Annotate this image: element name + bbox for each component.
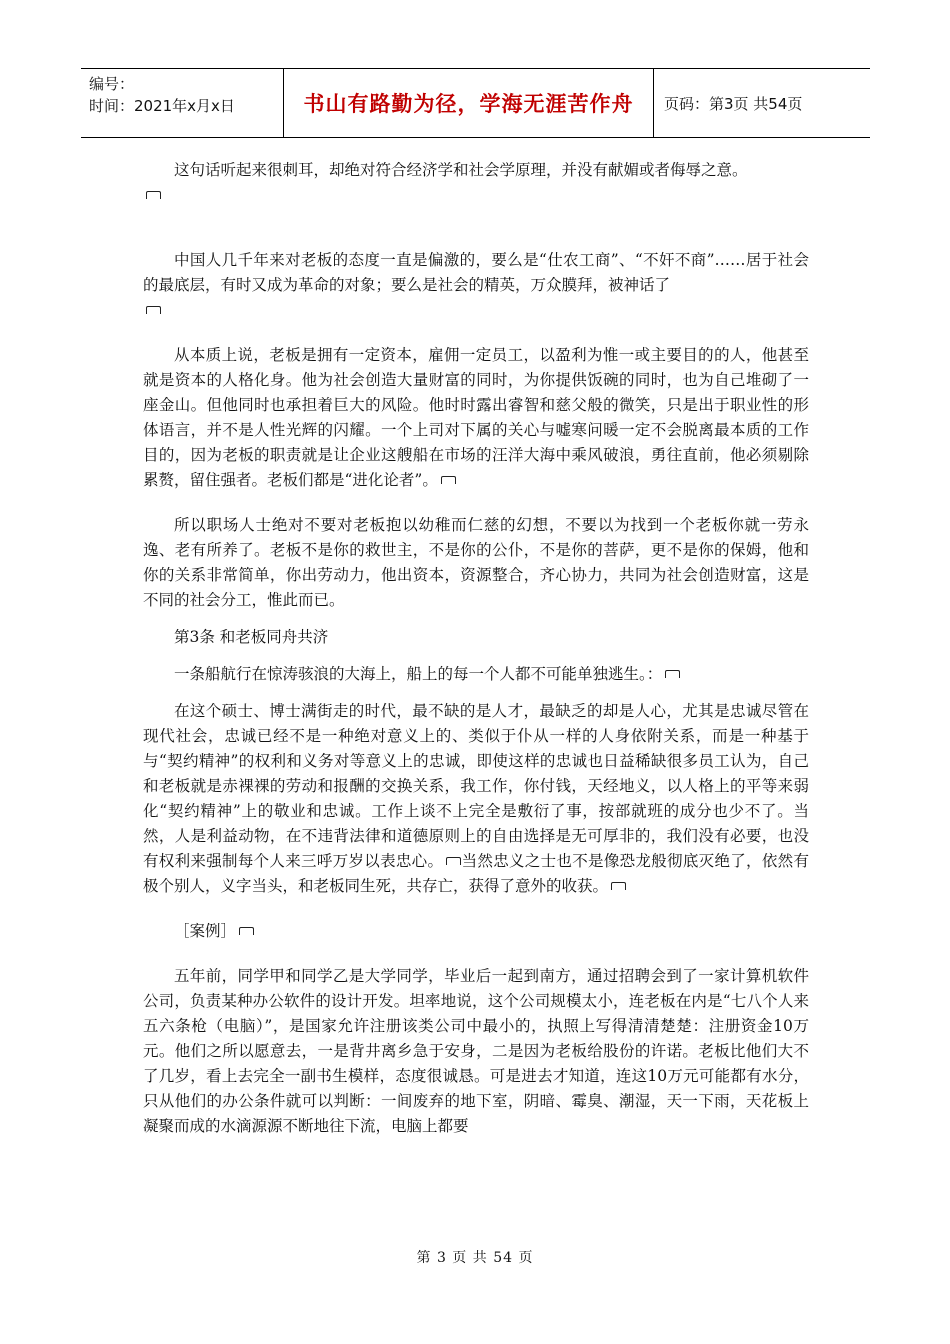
paragraph-mark-icon: [446, 857, 461, 865]
paragraph-mark-line: [143, 183, 809, 208]
paragraph-mark-icon: [665, 670, 680, 678]
paragraph: 这句话听起来很刺耳，却绝对符合经济学和社会学原理，并没有献媚或者侮辱之意。: [174, 161, 748, 179]
paragraph: 在这个硕士、博士满街走的时代，最不缺的是人才，最缺乏的却是人心，尤其是忠诚尽管在现代社会，忠诚已经不是一种绝对意义上的、类似于仆从一样的人身依附关系，而是一种基于与“契约精神”的权利和义务对等意义上的忠诚，即使这样的忠诚也日益稀缺很多员工认为，自己和老板就是赤裸裸的劳动和报酬的交换关系，我工作，你付钱，天经地义，以人格上的平等来弱化“契约精神”上的敬业和忠诚。工作上谈不上完全是敷衍了事，按部就班的成分也少不了。当然，人是利益动物，在不违背法律和道德原则上的自由选择是无可厚非的，我们没有必要，也没有权利来强制每个人来三呼万岁以表忠心。 当然忠义之士也不是像恐龙般彻底灭绝了，依然有极个别人，义字当头，和老板同生死，共存亡，获得了意外的收获。: [143, 702, 809, 895]
document-number-label: 编号：: [89, 75, 135, 93]
paragraph-mark-line: [143, 298, 809, 323]
paragraph: 所以职场人士绝对不要对老板抱以幼稚而仁慈的幻想，不要以为找到一个老板你就一劳永逸、老有所养了。老板不是你的救世主，不是你的公仆，不是你的菩萨，更不是你的保姆，他和你的关系非常简单，你出劳动力，他出资本，资源整合，齐心协力，共同为社会创造财富，这是不同的社会分工，惟此而已。: [143, 516, 809, 609]
header-motto: 书山有路勤为径，学海无涯苦作舟: [284, 69, 654, 137]
paragraph-mark-icon: [239, 927, 254, 935]
paragraph: 一条船航行在惊涛骇浪的大海上，船上的每一个人都不可能单独逃生。：: [143, 662, 809, 687]
paragraph: 从本质上说，老板是拥有一定资本，雇佣一定员工，以盈利为惟一或主要目的的人，他甚至就是资本的人格化身。他为社会创造大量财富的同时，为你提供饭碗的同时，也为自己堆砌了一座金山。但他同时也承担着巨大的风险。他时时露出睿智和慈父般的微笑，只是出于职业性的形体语言，并不是人性光辉的闪耀。一个上司对下属的关心与嘘寒问暖一定不会脱离最本质的工作目的，因为老板的职责就是让企业这艘船在市场的汪洋大海中乘风破浪，勇往直前，他必须剔除累赘，留住强者。老板们都是“进化论者”。: [143, 346, 809, 489]
paragraph: 五年前，同学甲和同学乙是大学同学，毕业后一起到南方，通过招聘会到了一家计算机软件公司，负责某种办公软件的设计开发。坦率地说，这个公司规模太小，连老板在内是“七八个人来五六条枪（电脑）”，是国家允许注册该类公司中最小的，执照上写得清清楚楚：注册资金10万元。他们之所以愿意去，一是背井离乡急于安身，二是因为老板给股份的许诺。老板比他们大不了几岁，看上去完全一副书生模样，态度很诚恳。可是进去才知道，连这10万元可能都有水分，只从他们的办公条件就可以判断：一间废弃的地下室，阴暗、霉臭、潮湿，天一下雨，天花板上凝聚而成的水滴源源不断地往下流，电脑上都要: [143, 967, 809, 1135]
header-meta: [81, 69, 284, 137]
section-heading: 第3条 和老板同舟共济: [174, 628, 329, 646]
page-footer: 第 3 页 共 54 页: [416, 1250, 534, 1266]
page-header: [81, 68, 870, 138]
paragraph-mark-icon: [611, 882, 626, 890]
paragraph: 中国人几千年来对老板的态度一直是偏激的，要么是“仕农工商”、“不奸不商”……居于社会的最底层，有时又成为革命的对象；要么是社会的精英，万众膜拜，被神话了: [143, 251, 809, 294]
document-date-label: 时间：2021年x月x日: [89, 97, 235, 115]
paragraph-mark-icon: [146, 306, 161, 314]
header-page-info: 页码：第3页 共54页: [664, 94, 803, 113]
paragraph-mark-icon: [146, 191, 161, 199]
paragraph-mark-icon: [441, 476, 456, 484]
case-label: ［案例］: [143, 919, 809, 944]
document-body: [143, 158, 809, 1139]
